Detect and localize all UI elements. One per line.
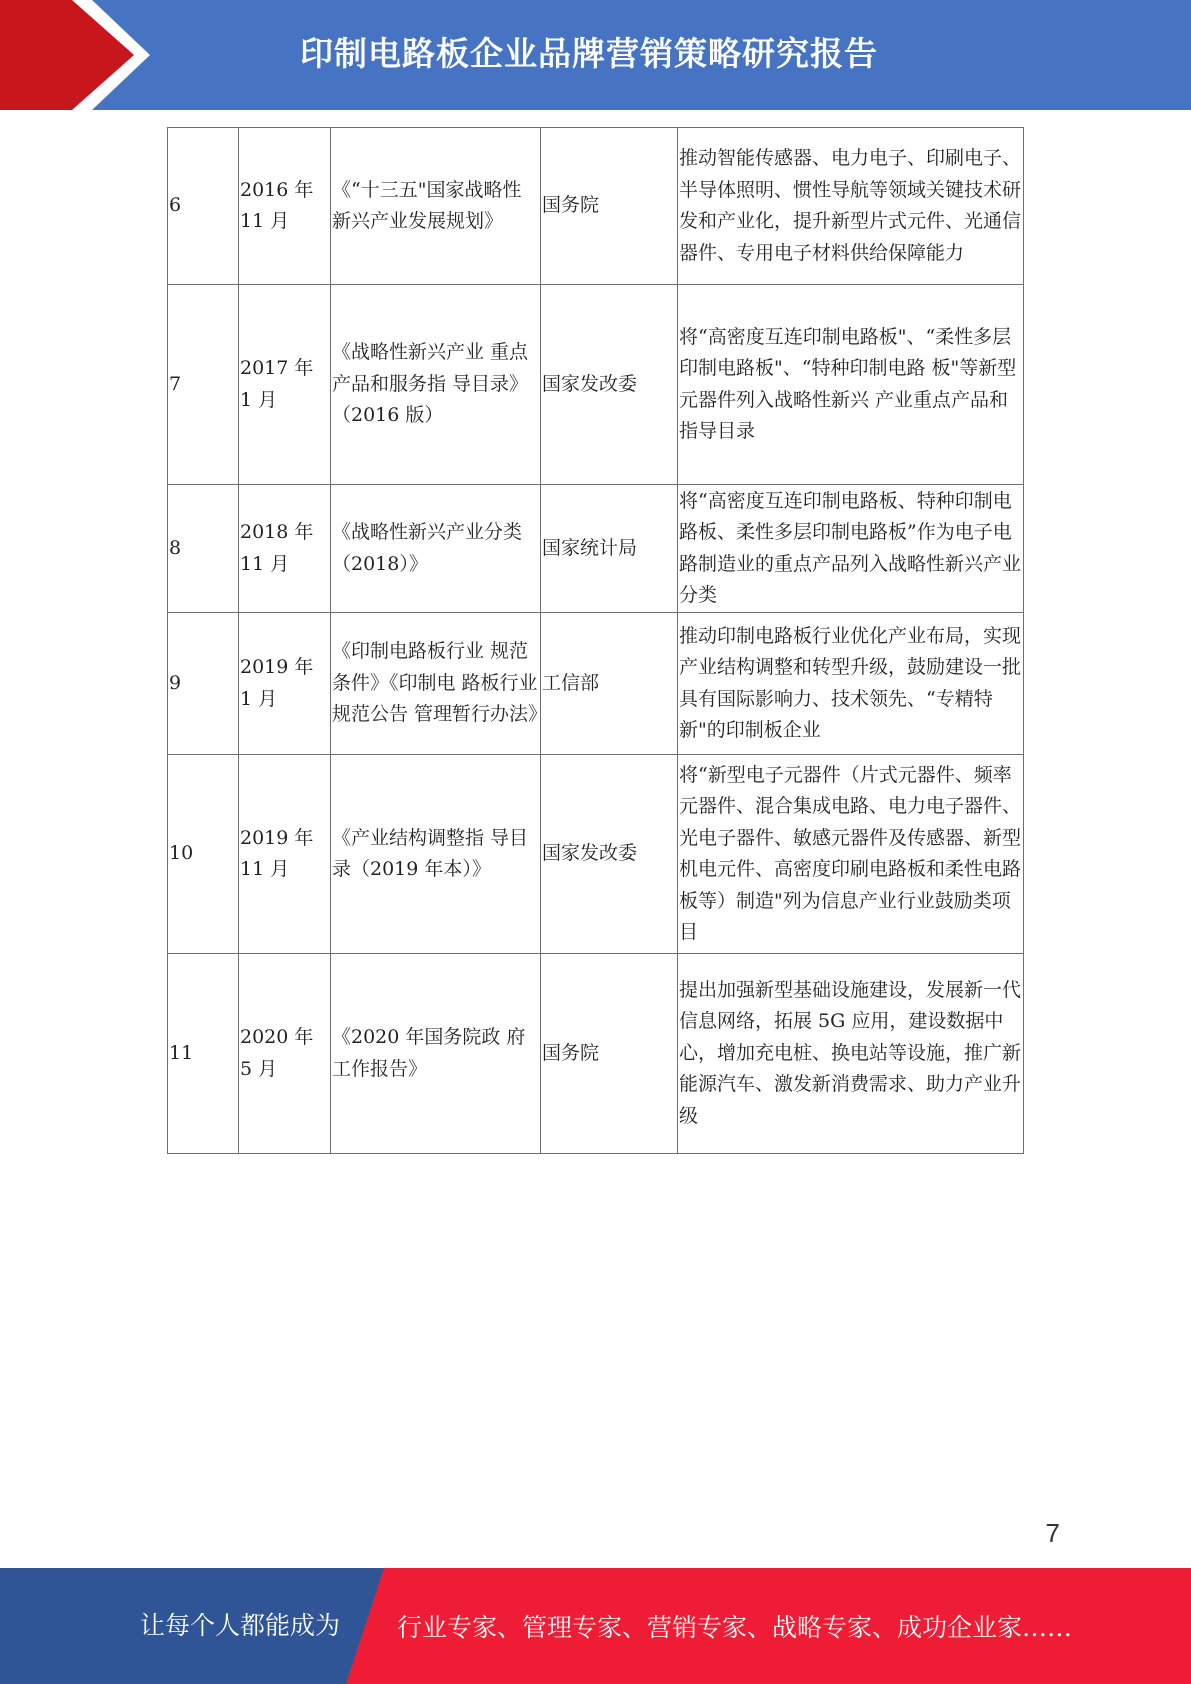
footer-slogan-right: 行业专家、管理专家、营销专家、战略专家、成功企业家…… bbox=[397, 1613, 1073, 1642]
table-row bbox=[168, 485, 1024, 613]
row-policy: 《印制电路板行业 规范条件》《印制电 路板行业规范公告 管理暂行办法》 bbox=[331, 613, 541, 755]
row-content: 将“高密度互连印制电路板"、“柔性多层印制电路板"、“特种印制电路 板"等新型元器件列入战略性新兴 产业重点产品和指导目录 bbox=[678, 285, 1024, 485]
table-row bbox=[168, 285, 1024, 485]
row-agency: 国务院 bbox=[541, 128, 678, 285]
row-content: 将“高密度互连印制电路板、特种印制电路板、柔性多层印制电路板”作为电子电路制造业的重点产品列入战略性新兴产业分类 bbox=[678, 485, 1024, 613]
row-content: 推动智能传感器、电力电子、印刷电子、半导体照明、惯性导航等领域关键技术研发和产业化，提升新型片式元件、光通信器件、专用电子材料供给保障能力 bbox=[678, 128, 1024, 285]
row-agency: 国家发改委 bbox=[541, 285, 678, 485]
row-date: 2016 年 11 月 bbox=[239, 128, 331, 285]
row-number: 8 bbox=[168, 485, 239, 613]
header-arrow-shape bbox=[0, 0, 160, 110]
page-footer bbox=[0, 1568, 1191, 1684]
row-number: 7 bbox=[168, 285, 239, 485]
row-content: 将“新型电子元器件（片式元器件、频率元器件、混合集成电路、电力电子器件、光电子器件、敏感元器件及传感器、新型机电元件、高密度印刷电路板和柔性电路板等）制造"列为信息产业行业鼓励类项目 bbox=[678, 755, 1024, 954]
report-title: 印制电路板企业品牌营销策略研究报告 bbox=[300, 34, 878, 73]
row-content: 提出加强新型基础设施建设，发展新一代信息网络，拓展 5G 应用，建设数据中心，增加充电桩、换电站等设施，推广新能源汽车、激发新消费需求、助力产业升级 bbox=[678, 954, 1024, 1154]
row-number: 10 bbox=[168, 755, 239, 954]
row-agency: 国家发改委 bbox=[541, 755, 678, 954]
table-row bbox=[168, 954, 1024, 1154]
table-row bbox=[168, 613, 1024, 755]
row-number: 11 bbox=[168, 954, 239, 1154]
row-number: 6 bbox=[168, 128, 239, 285]
row-date: 2018 年 11 月 bbox=[239, 485, 331, 613]
row-policy: 《战略性新兴产业分类（2018）》 bbox=[331, 485, 541, 613]
page-header bbox=[0, 0, 1191, 110]
row-agency: 工信部 bbox=[541, 613, 678, 755]
row-date: 2019 年 1 月 bbox=[239, 613, 331, 755]
row-number: 9 bbox=[168, 613, 239, 755]
row-policy: 《产业结构调整指 导目录（2019 年本）》 bbox=[331, 755, 541, 954]
row-agency: 国务院 bbox=[541, 954, 678, 1154]
row-date: 2020 年 5 月 bbox=[239, 954, 331, 1154]
row-policy: 《“十三五"国家战略性新兴产业发展规划》 bbox=[331, 128, 541, 285]
row-agency: 国家统计局 bbox=[541, 485, 678, 613]
row-policy: 《2020 年国务院政 府工作报告》 bbox=[331, 954, 541, 1154]
table-row bbox=[168, 755, 1024, 954]
policy-table bbox=[167, 127, 1024, 1154]
row-content: 推动印制电路板行业优化产业布局，实现产业结构调整和转型升级，鼓励建设一批具有国际影响力、技术领先、“专精特新"的印制板企业 bbox=[678, 613, 1024, 755]
footer-slogan-left: 让每个人都能成为 bbox=[140, 1611, 341, 1640]
table-row bbox=[168, 128, 1024, 285]
row-date: 2019 年 11 月 bbox=[239, 755, 331, 954]
row-date: 2017 年 1 月 bbox=[239, 285, 331, 485]
page-number: 7 bbox=[1045, 1518, 1060, 1548]
row-policy: 《战略性新兴产业 重点产品和服务指 导目录》（2016 版） bbox=[331, 285, 541, 485]
